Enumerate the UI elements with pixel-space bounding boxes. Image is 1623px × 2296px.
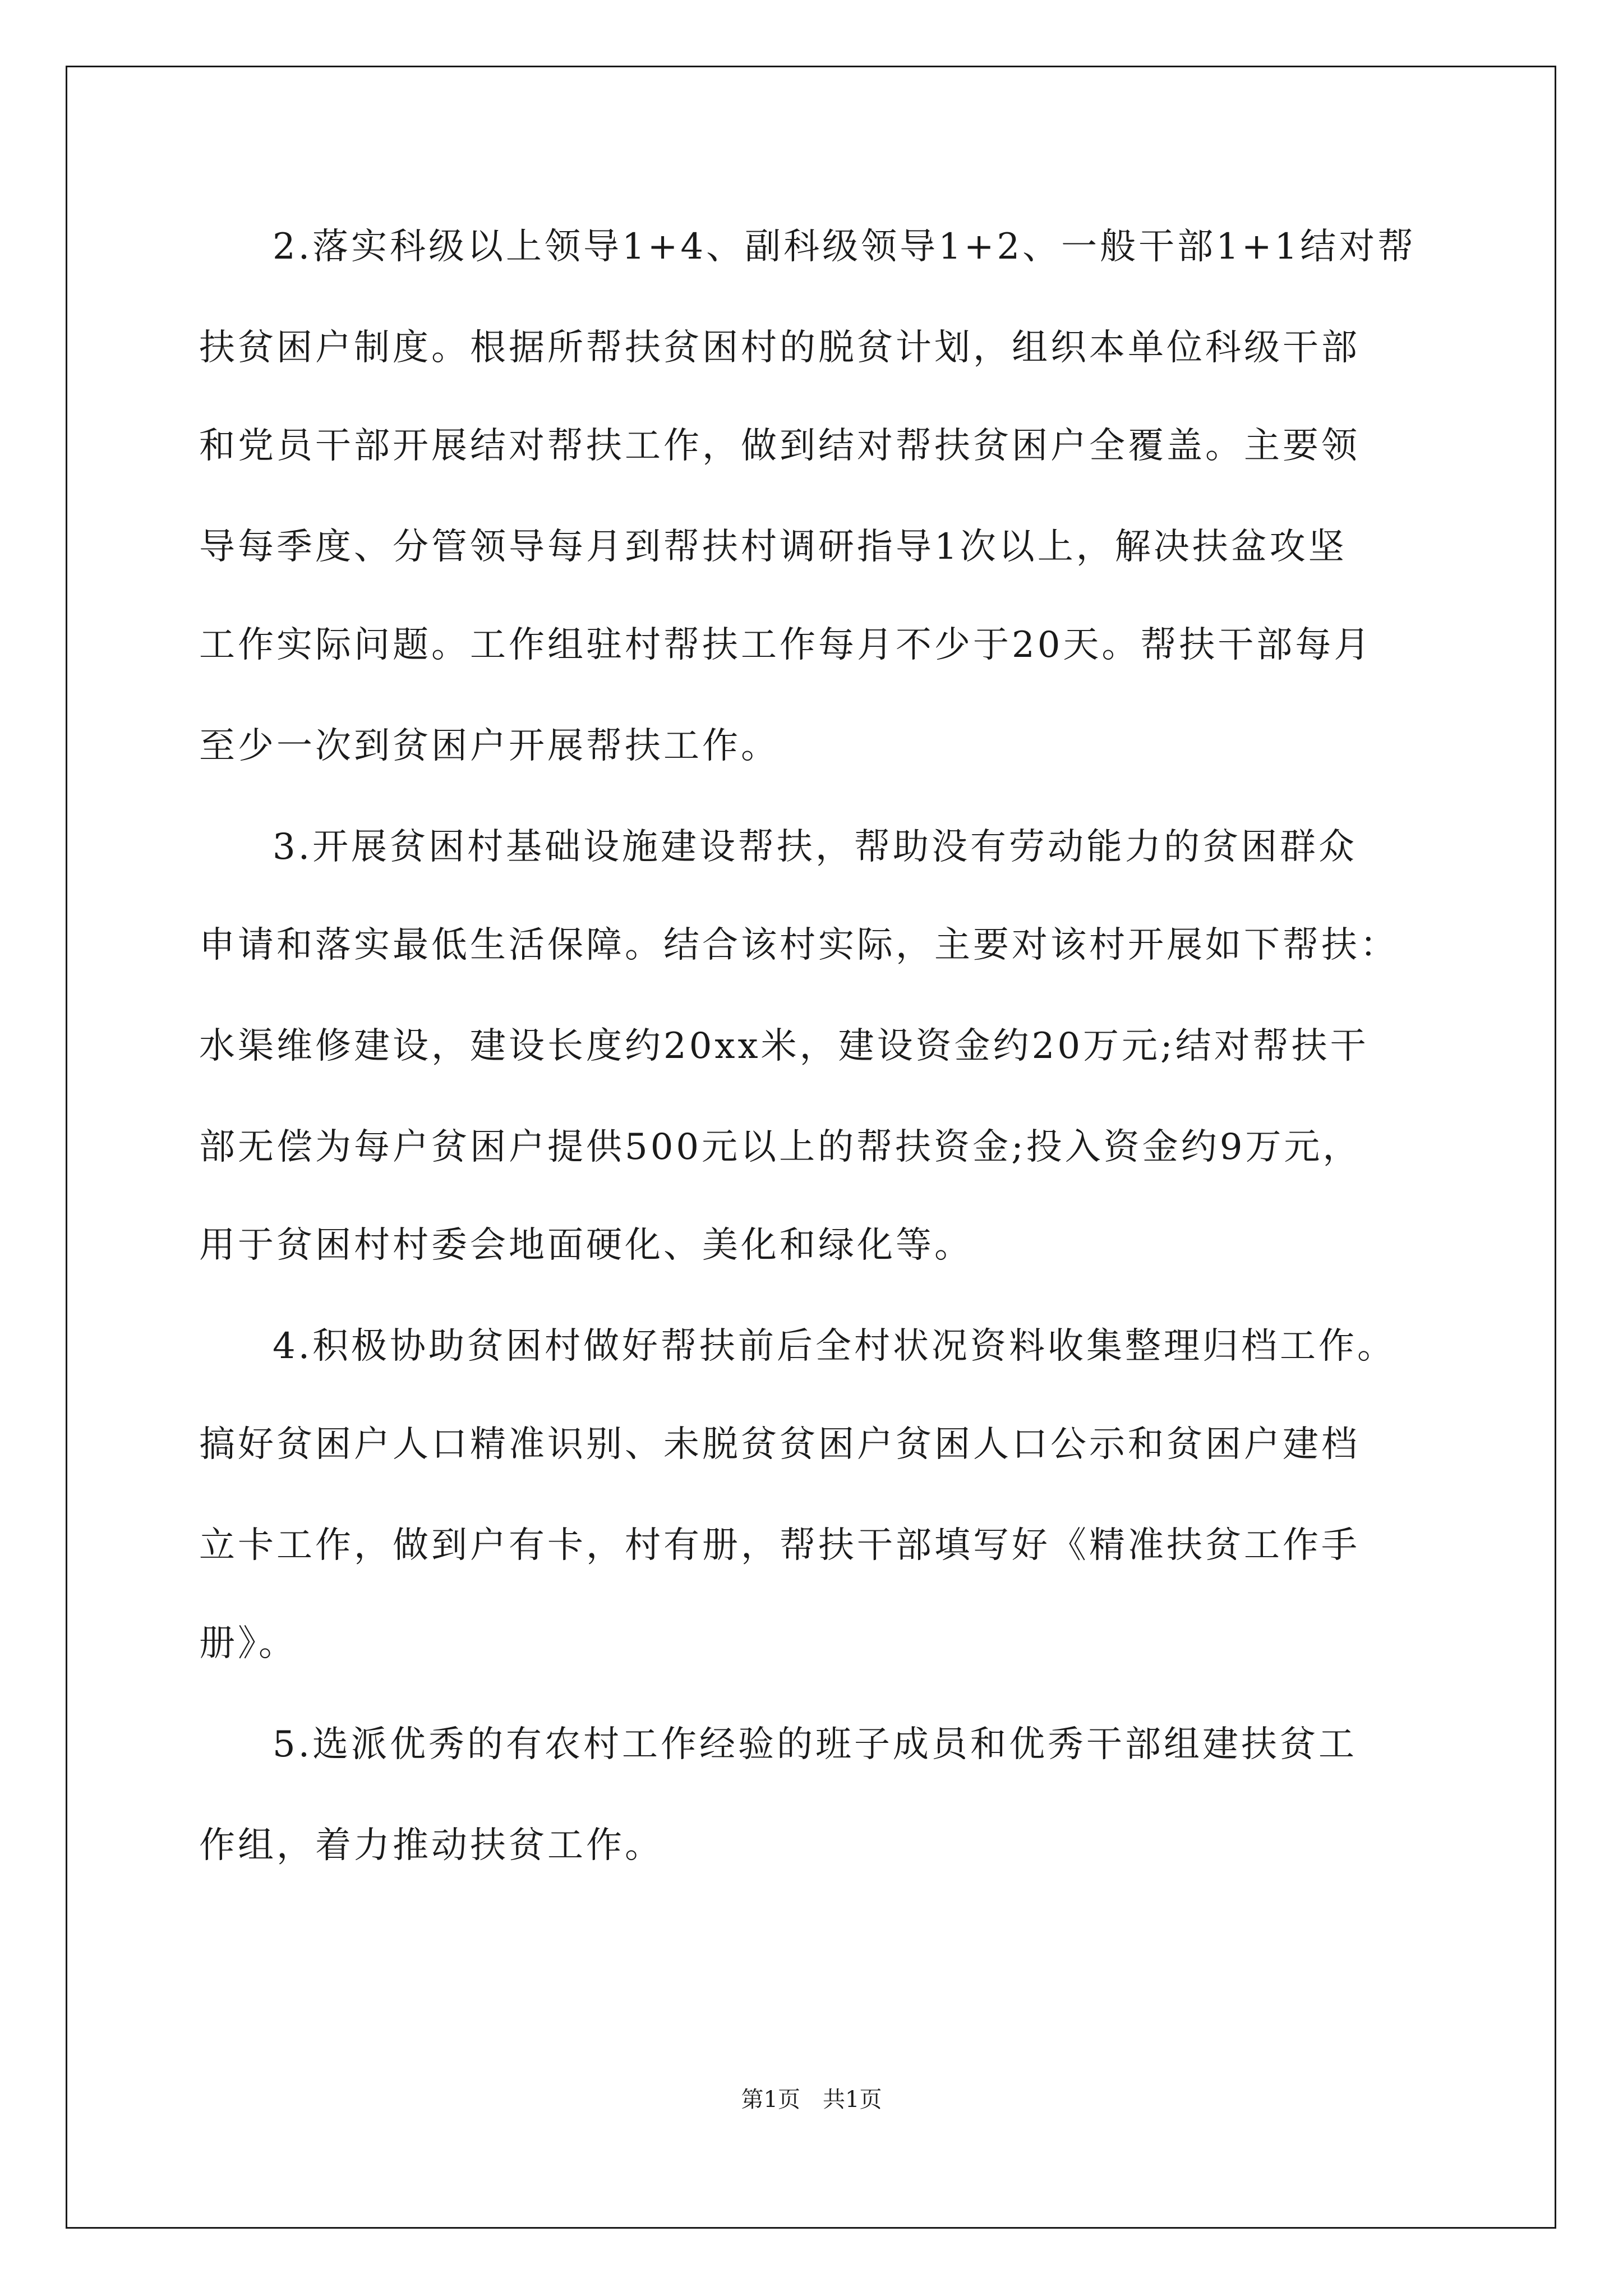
paragraph-5-line-2: 作组，着力推动扶贫工作。: [199, 1825, 663, 1866]
paragraph-2-line-2: 扶贫困户制度。根据所帮扶贫困村的脱贫计划，组织本单位科级干部: [199, 327, 1360, 369]
paragraph-3-line-2: 申请和落实最低生活保障。结合该村实际，主要对该村开展如下帮扶：: [199, 924, 1399, 966]
paragraph-4-line-4: 册》。: [199, 1623, 297, 1664]
paragraph-4-line-1: 4.积极协助贫困村做好帮扶前后全村状况资料收集整理归档工作。: [273, 1326, 1396, 1367]
paragraph-3-line-4: 部无偿为每户贫困户提供500元以上的帮扶资金;投入资金约9万元，: [199, 1126, 1362, 1168]
paragraph-3-line-5: 用于贫困村村委会地面硬化、美化和绿化等。: [199, 1225, 973, 1266]
paragraph-2-line-3: 和党员干部开展结对帮扶工作，做到结对帮扶贫困户全覆盖。主要领: [199, 425, 1360, 467]
paragraph-2-line-6: 至少一次到贫困户开展帮扶工作。: [199, 725, 780, 767]
paragraph-4-line-3: 立卡工作，做到户有卡，村有册，帮扶干部填写好《精准扶贫工作手: [199, 1525, 1360, 1566]
paragraph-3-line-3: 水渠维修建设，建设长度约20xx米，建设资金约20万元;结对帮扶干: [199, 1025, 1369, 1067]
paragraph-4-line-2: 搞好贫困户人口精准识别、未脱贫贫困户贫困人口公示和贫困户建档: [199, 1424, 1360, 1465]
paragraph-2-line-5: 工作实际问题。工作组驻村帮扶工作每月不少于20天。帮扶干部每月: [199, 624, 1373, 666]
paragraph-2-line-4: 导每季度、分管领导每月到帮扶村调研指导1次以上，解决扶盆攻坚: [199, 526, 1347, 568]
paragraph-5-line-1: 5.选派优秀的有农村工作经验的班子成员和优秀干部组建扶贫工: [273, 1724, 1358, 1765]
page-footer: 第1页 共1页: [741, 2087, 882, 2113]
paragraph-2-line-1: 2.落实科级以上领导1+4、副科级领导1+2、一般干部1+1结对帮: [273, 226, 1417, 268]
paragraph-3-line-1: 3.开展贫困村基础设施建设帮扶，帮助没有劳动能力的贫困群众: [273, 826, 1358, 868]
